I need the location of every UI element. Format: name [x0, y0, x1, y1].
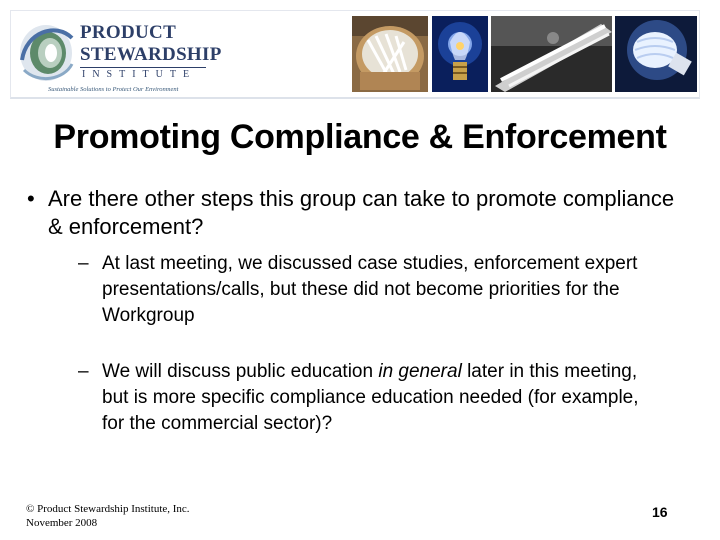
logo-text-product: PRODUCT: [80, 22, 177, 43]
dash-marker: –: [78, 361, 89, 382]
bullet-item: [27, 185, 688, 241]
logo-text-institute: INSTITUTE: [82, 69, 197, 80]
page-number: 16: [652, 504, 668, 520]
copyright-line: © Product Stewardship Institute, Inc.: [26, 503, 190, 515]
sub-bullet-item: [78, 251, 662, 329]
footer-copyright: [26, 502, 190, 530]
sub-bullet-text-end: later in this meeting, but is more specific compliance education needed (for example, for the commercial sector)?: [102, 361, 639, 434]
date-line: November 2008: [26, 517, 98, 529]
fluorescent-tube-bin-photo: [352, 16, 428, 92]
sub-bullet-text: At last meeting, we discussed case studies, enforcement expert presentations/calls, but these did not become priorities for the Workgroup: [102, 253, 638, 326]
logo-divider: [80, 67, 206, 68]
sub-bullet-text-start: We will discuss public education: [102, 361, 379, 382]
bullet-marker: •: [27, 186, 35, 211]
fluorescent-fixture-photo: [491, 16, 612, 92]
logo-tagline: Sustainable Solutions to Protect Our Environment: [48, 86, 179, 93]
globe-swoosh-icon: [16, 20, 76, 86]
dash-marker: –: [78, 253, 89, 274]
slide-title: Promoting Compliance & Enforcement: [53, 118, 667, 156]
sub-bullet-emphasis: in general: [378, 361, 462, 382]
bullet-text: Are there other steps this group can take to promote compliance & enforcement?: [48, 186, 675, 239]
light-bulb-photo: [432, 16, 488, 92]
logo-text-stewardship: STEWARDSHIP: [80, 44, 222, 65]
psi-logo: [16, 14, 222, 93]
sub-bullet-item: [78, 359, 662, 437]
cfl-bulb-photo: [615, 16, 697, 92]
